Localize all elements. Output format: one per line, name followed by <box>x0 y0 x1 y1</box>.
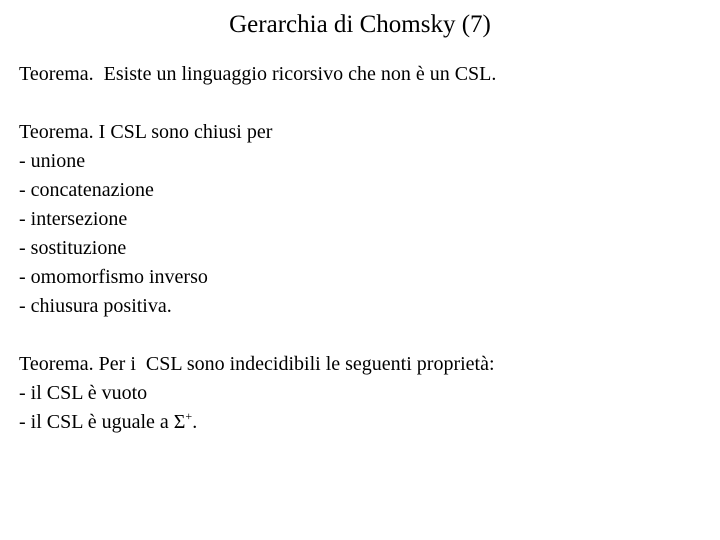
theorem-3-text: Per i CSL sono indecidibili le seguenti proprietà: <box>98 353 495 375</box>
list-item: - intersezione <box>19 208 128 230</box>
theorem-1-label: Teorema. <box>19 63 94 85</box>
item2-suffix: . <box>192 411 198 433</box>
list-item: - concatenazione <box>19 179 154 201</box>
theorem-3-label: Teorema. <box>19 353 94 375</box>
theorem-3 <box>19 350 709 437</box>
list-item: - sostituzione <box>19 237 127 259</box>
plus-superscript: + <box>185 409 193 423</box>
theorem-2-label: Teorema. <box>19 121 94 143</box>
theorem-2-text: I CSL sono chiusi per <box>98 121 273 143</box>
theorem-2 <box>19 118 709 321</box>
list-item-sigma <box>19 408 709 437</box>
theorem-3-line <box>19 350 709 379</box>
item2-prefix: - il CSL è uguale a <box>19 411 174 433</box>
sigma-symbol: Σ <box>173 411 186 433</box>
list-item: - il CSL è vuoto <box>19 382 148 404</box>
slide-content <box>19 60 709 437</box>
page-title: Gerarchia di Chomsky (7) <box>229 11 491 38</box>
theorem-1 <box>19 60 709 89</box>
theorem-1-text: Esiste un linguaggio ricorsivo che non è un CSL. <box>103 63 497 85</box>
theorem-2-line <box>19 118 709 147</box>
list-item: - chiusura positiva. <box>19 295 172 317</box>
list-item: - unione <box>19 150 86 172</box>
list-item: - omomorfismo inverso <box>19 266 208 288</box>
theorem-1-line <box>19 60 709 89</box>
